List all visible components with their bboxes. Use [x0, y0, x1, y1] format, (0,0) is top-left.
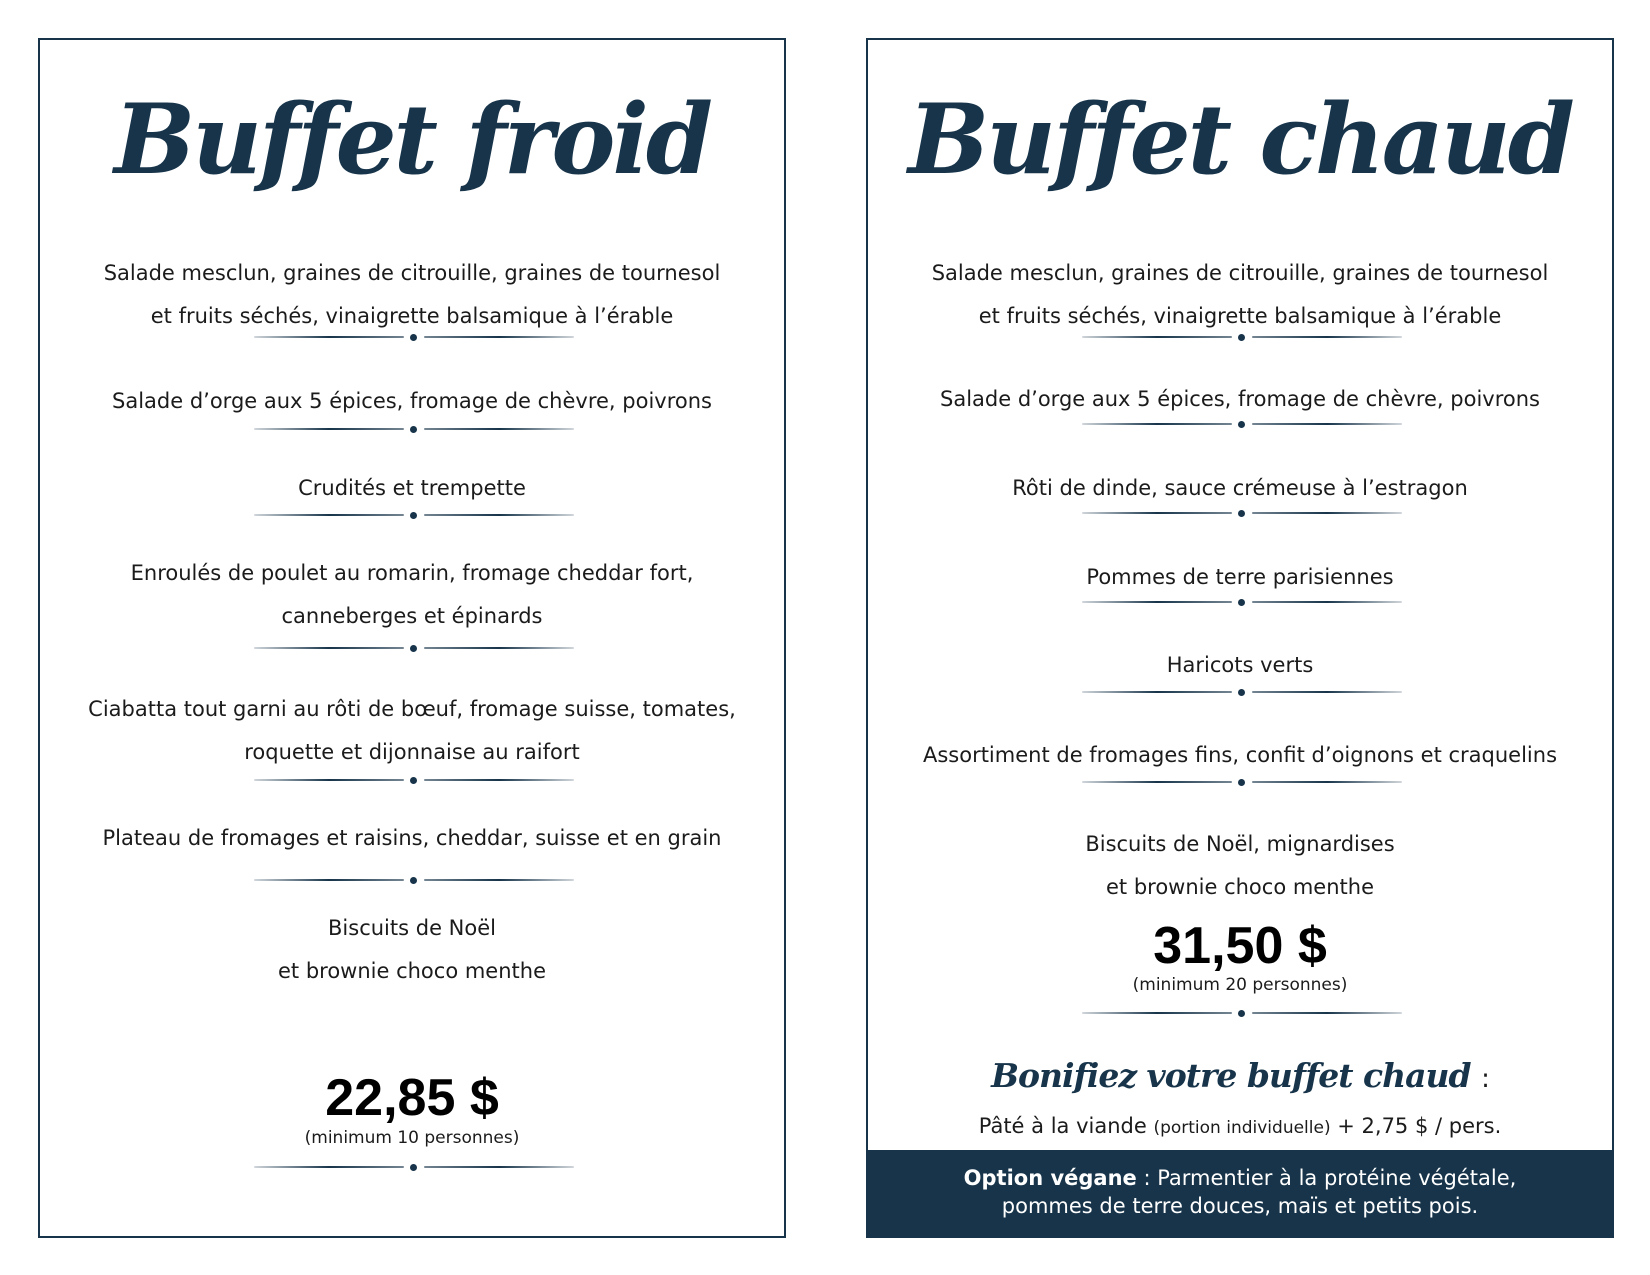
cold-buffet-price: 22,85 $	[325, 1069, 499, 1127]
ornament-divider	[1082, 777, 1402, 787]
menu-item: Crudités et trempette	[298, 476, 526, 500]
menu-item: Salade mesclun, graines de citrouille, graines de tournesol et fruits séchés, vinaigrette balsamique à l’érable	[931, 261, 1549, 328]
ornament-divider	[254, 875, 574, 885]
hot-buffet-panel	[866, 38, 1614, 1238]
menu-item: Ciabatta tout garni au rôti de bœuf, fromage suisse, tomates, roquette et dijonnaise au raifort	[88, 697, 736, 764]
menu-item: Enroulés de poulet au romarin, fromage cheddar fort, canneberges et épinards	[130, 561, 694, 628]
ornament-divider	[1082, 597, 1402, 607]
cold-buffet-title: Buffet froid	[114, 83, 710, 196]
menu-item: Haricots verts	[1166, 653, 1314, 677]
ornament-divider	[1082, 1008, 1402, 1018]
ornament-divider	[254, 332, 574, 342]
menu-item: Rôti de dinde, sauce crémeuse à l’estragon	[1012, 476, 1468, 500]
menu-item: Plateau de fromages et raisins, cheddar, suisse et en grain	[102, 826, 722, 850]
ornament-divider	[254, 775, 574, 785]
ornament-divider	[1082, 687, 1402, 697]
ornament-divider	[254, 643, 574, 653]
menu-item: Salade d’orge aux 5 épices, fromage de chèvre, poivrons	[940, 387, 1540, 411]
menu-item: Salade mesclun, graines de citrouille, graines de tournesol et fruits séchés, vinaigrette balsamique à l’érable	[103, 261, 721, 328]
menu-item: Biscuits de Noël, mignardises et brownie choco menthe	[1085, 832, 1395, 899]
cold-buffet-panel	[38, 38, 786, 1238]
hot-buffet-minimum: (minimum 20 personnes)	[1132, 975, 1348, 995]
hot-buffet-price: 31,50 $	[1153, 917, 1327, 975]
menu-item: Assortiment de fromages fins, confit d’oignons et craquelins	[922, 743, 1558, 767]
menu-item: Pommes de terre parisiennes	[1086, 565, 1394, 589]
ornament-divider	[1082, 332, 1402, 342]
menu-item: Salade d’orge aux 5 épices, fromage de chèvre, poivrons	[112, 389, 712, 413]
upgrade-line: Pâté à la viande (portion individuelle) + 2,75 $ / pers.	[978, 1114, 1502, 1138]
vegan-option-band: Option végane : Parmentier à la protéine végétale, pommes de terre douces, maïs et petits pois.	[868, 1150, 1612, 1236]
ornament-divider	[254, 510, 574, 520]
vegan-option-label: Option végane	[963, 1166, 1137, 1190]
hot-buffet-title: Buffet chaud	[908, 83, 1572, 196]
ornament-divider	[254, 1162, 574, 1172]
cold-buffet-minimum: (minimum 10 personnes)	[304, 1128, 520, 1148]
menu-item: Biscuits de Noël et brownie choco menthe	[277, 916, 547, 983]
ornament-divider	[254, 424, 574, 434]
ornament-divider	[1082, 419, 1402, 429]
ornament-divider	[1082, 508, 1402, 518]
upgrade-title: Bonifiez votre buffet chaud :	[991, 1056, 1489, 1095]
